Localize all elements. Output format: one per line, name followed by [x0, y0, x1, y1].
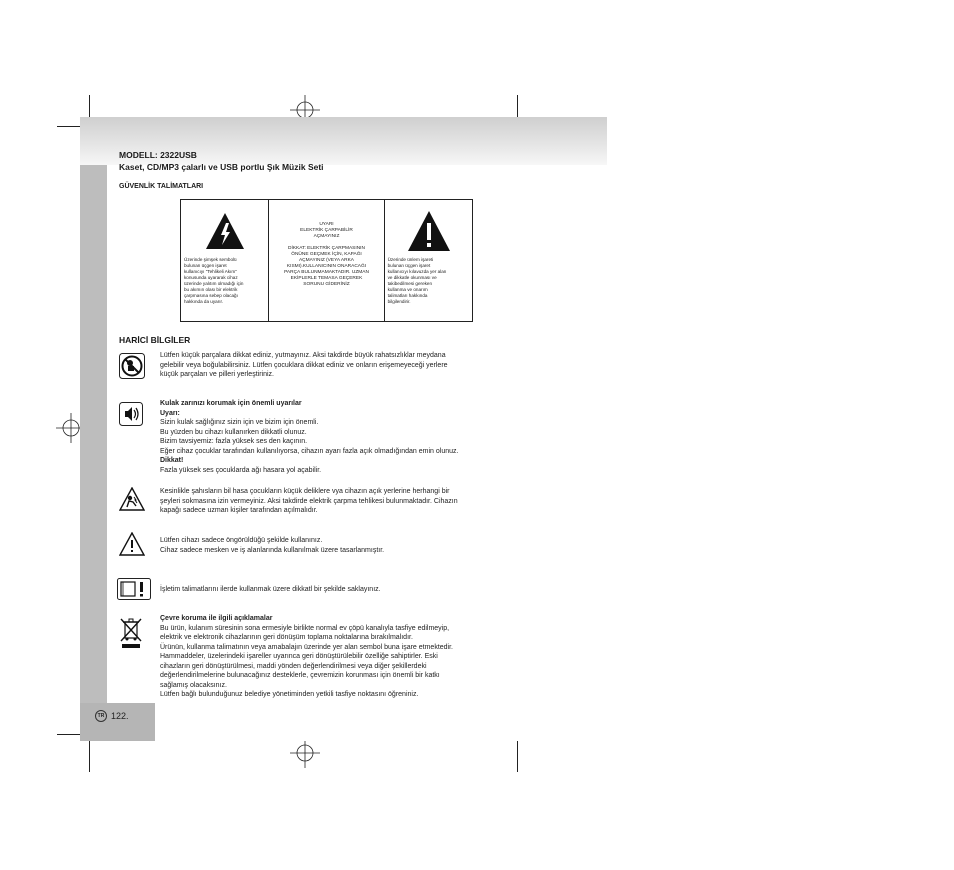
electric-shock-child-icon: [119, 487, 145, 511]
external-info-title: HARİCİ BİLGİLER: [119, 335, 191, 345]
model-title: MODELL: 2322USB: [119, 150, 197, 160]
crop-mark: [57, 734, 80, 735]
model-subtitle: Kaset, CD/MP3 çalarlı ve USB portlu Şık Müzik Seti: [119, 162, 324, 172]
crop-mark: [517, 738, 518, 772]
recycle-bin-icon: [119, 617, 143, 649]
page-number: [95, 710, 129, 722]
lightning-warning-text: Üzerinde şimşek sembolü bulunan üçgen işaret kullanıcıyı "Tehlikeli Akım" konusunda uyararak cihaz üzerinde yalıtım olmadığı için bu akımın olası bir elektrik çarpmasına sebep olacağı hakkında da uyarır.: [184, 257, 244, 304]
language-badge: TR: [95, 710, 107, 722]
registration-mark-icon: [290, 738, 320, 768]
page-number-label: 122.: [111, 711, 129, 721]
hearing-warning-icon: [119, 402, 143, 426]
crop-mark: [89, 738, 90, 772]
crop-mark: [57, 126, 80, 127]
lightning-warning-icon: [205, 212, 245, 250]
caution-text: UYARI ELEKTRİK ÇARPABİLİR AÇMAYINIZ DİKKAT: ELEKTRİK ÇARPMASININ ÖNÜNE GEÇMEK İÇİN, KAPAĞI AÇMAYINIZ (VEYA ARKA KISMI).KULLANICININ ONARACAĞI PARÇA BULUNMAMAKTADIR. UZMAN EKİPLERLE TEMASA GEÇEREK SORUNU GİDERİNİZ: [284, 222, 369, 287]
exclamation-warning-text: Üzerinde ünlem işareti bulunan üçgen işaret kullanıcıyı kılavuzda yer alan ve dikkatle okunması ve takibedilmesi gereken kullanma ve onarım talimatları hakkında bilgilendirir.: [387, 257, 447, 304]
lightning-warning-cell: [181, 200, 269, 321]
environment-paragraph: Çevre koruma ile ilgili açıklamalar Bu ürün, kulanım süresinin sona ermesiyle birlikte normal ev çöpü kanalıyla tasfiye edilmeyip, elektrik ve elektronik cihazlarının geri dönüşüm toplama noktalarına bırakılmalıdır. Ürünün, kullanma talimatının veya amabalajın üzerinde yer alan sembol buna işare etmektedir. Hammaddeler, üzelerindeki işareller uyarınca geri dönüştürülebilir özelliğe sahiptirler. Eski cihazların geri dönüştürülmesi, maddi yönden değerlendirilmesi veya diğer şekillerdeki değerlendirilmelerine bulunacağınız desteklerle, çevremizin korunması için önemli bir katkı sağlamış olacaksınız. Lütfen bağlı bulunduğunuz belediye yönetiminden yetkili tasfiye noktasını öğreniniz.: [160, 615, 453, 698]
openings-paragraph: Kesinlikle şahısların bil hasa çocukların küçük deliklere vya cihazın açık yerlerine herhangi bir şeyleri sokmasına izin vermeyiniz. Aksi takdirde elektrik çarpma tehlikesi bulunmaktadır. Cihazın kapağı sadece uzman kişiler tarafından açılmalıdır.: [160, 488, 458, 514]
safety-title: GÜVENLİK TALİMATLARI: [119, 183, 204, 190]
no-small-parts-icon: [119, 353, 145, 379]
manual-book-icon: [117, 578, 151, 600]
caution-text-cell: [269, 200, 384, 321]
hearing-paragraph: Kulak zarınızı korumak için önemli uyarılar Uyarı: Sizin kulak sağlığınız sizin için ve bizim için önemli. Bu yüzden bu cihazı kullanırken dikkatli olunuz. Bizim tavsiyemiz: fazla yüksek ses den kaçının. Eğer cihaz çocuklar tarafından kullanılıyorsa, cihazın ayarı fazla açık olmadığından emin olunuz. Dikkat! Fazla yüksek ses çocuklarda ağı hasara yol açabilir.: [160, 400, 459, 474]
exclamation-warning-cell: [385, 200, 472, 321]
footer-tab: [80, 703, 155, 741]
side-bar: [80, 165, 107, 741]
intended-use-paragraph: Lütfen cihazı sadece öngörüldüğü şekilde kullanınız. Cihaz sadece mesken ve iş alanlarında kullanılmak üzere tasarlanmıştır.: [160, 537, 385, 554]
exclamation-warning-icon: [407, 210, 451, 252]
safety-warning-table: [180, 199, 473, 322]
caution-triangle-icon: [119, 532, 145, 556]
small-parts-paragraph: Lütfen küçük parçalara dikkat ediniz, yutmayınız. Aksi takdirde büyük rahatsızlıklar meydana gelebilir veya boğulabilirsiniz. Lütfen çocuklara dikkat ediniz ve onların erişemeyeceği yerlere küçük parçaları ve pilleri yerleştiriniz.: [160, 352, 448, 378]
keep-manual-paragraph: İşletim talimatlarını ilerde kullanmak üzere dikkatl bir şekilde saklayınız.: [160, 586, 381, 593]
